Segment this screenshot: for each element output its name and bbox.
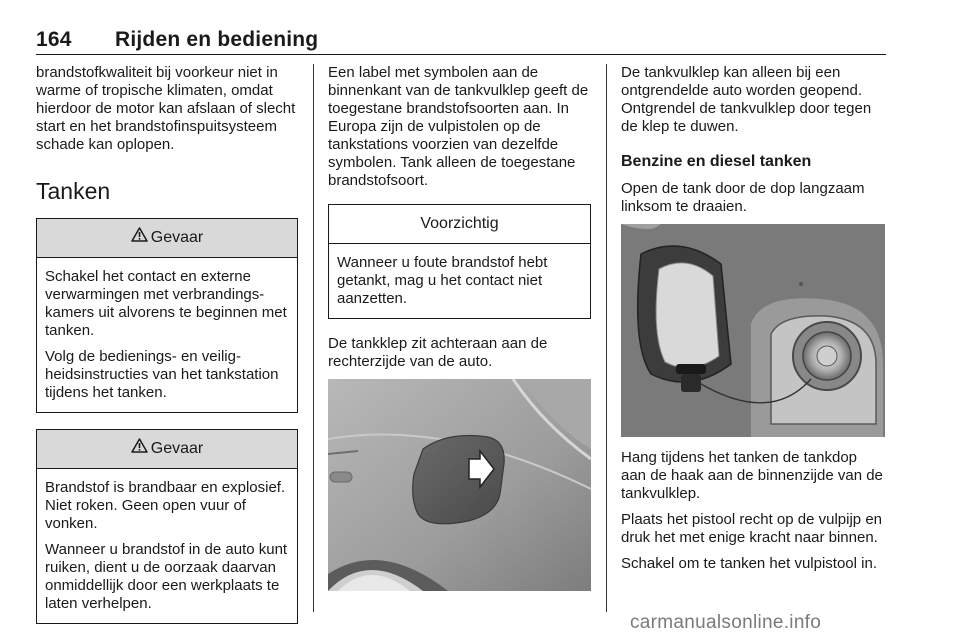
caution-box-text: Wanneer u foute brandstof hebt getankt, mag u het contact niet aanzetten. bbox=[337, 254, 548, 307]
danger-box-header bbox=[37, 430, 297, 469]
section-title: Rijden en bediening bbox=[115, 28, 319, 51]
open-cap-paragraph: Open de tank door de dop langzaam linksom te draaien. bbox=[621, 180, 865, 215]
warning-triangle-icon bbox=[131, 219, 148, 257]
insert-nozzle-paragraph: Plaats het pistool recht op de vulpijp en druk het met enige kracht naar binnen. bbox=[621, 511, 882, 546]
intro-paragraph: brandstofkwaliteit bij voorkeur niet in warme of tropische klimaten, omdat hierdoor de motor kan afslaan of slecht start en het brandstofinspuitsysteem schade kan oplopen. bbox=[36, 64, 296, 153]
column-middle bbox=[328, 64, 591, 603]
start-fueling-paragraph: Schakel om te tanken het vulpistool in. bbox=[621, 555, 877, 572]
danger-box-text: Wanneer u brandstof in de auto kunt ruiken, dient u de oorzaak daarvan onmiddellijk door een werkplaats te laten verhelpen. bbox=[45, 541, 288, 612]
danger-box-title: Gevaar bbox=[150, 229, 204, 247]
warning-triangle-icon bbox=[131, 430, 148, 468]
danger-box bbox=[36, 218, 298, 413]
column-left bbox=[36, 64, 298, 640]
danger-box-header bbox=[37, 219, 297, 258]
watermark: carmanualsonline.info bbox=[630, 612, 822, 633]
danger-box-text: Schakel het contact en externe verwarmingen met verbrandingskamers uit alvorens te beginnen met tanken. bbox=[45, 268, 287, 339]
column-right bbox=[621, 64, 886, 581]
caution-box bbox=[328, 204, 591, 319]
danger-box bbox=[36, 429, 298, 624]
fuel-label-paragraph: Een label met symbolen aan de binnenkant van de tankvulklep geeft de toegestane brandstofsoorten aan. In Europa zijn de vulpistolen op de tankstations voorzien van dezelfde symbolen. Tank alleen de toegestane brandstofsoort. bbox=[328, 64, 589, 189]
caution-box-title: Voorzichtig bbox=[329, 205, 590, 244]
danger-box-text: Brandstof is brandbaar en explosief. Niet roken. Geen open vuur of vonken. bbox=[45, 479, 286, 532]
page-number: 164 bbox=[36, 28, 72, 51]
page-header bbox=[36, 26, 886, 55]
danger-box-title: Gevaar bbox=[150, 440, 204, 458]
fuel-flap-location-paragraph: De tankklep zit achteraan aan de rechterzijde van de auto. bbox=[328, 335, 548, 370]
hang-cap-paragraph: Hang tijdens het tanken de tankdop aan de haak aan de binnenzijde van de tankvulklep. bbox=[621, 449, 883, 502]
danger-box-text: Volg de bedienings- en veiligheidsinstructies van het tankstation tijdens het tanken. bbox=[45, 348, 279, 401]
heading-tanken: Tanken bbox=[36, 178, 111, 204]
unlock-flap-paragraph: De tankvulklep kan alleen bij een ontgrendelde auto worden geopend. Ontgrendel de tankvulklep door tegen de klep te duwen. bbox=[621, 64, 872, 135]
heading-benzine-diesel: Benzine en diesel tanken bbox=[621, 153, 812, 170]
column-divider bbox=[313, 64, 314, 612]
fuel-flap-illustration bbox=[328, 379, 591, 591]
column-divider bbox=[606, 64, 607, 612]
fuel-cap-illustration bbox=[621, 224, 885, 437]
